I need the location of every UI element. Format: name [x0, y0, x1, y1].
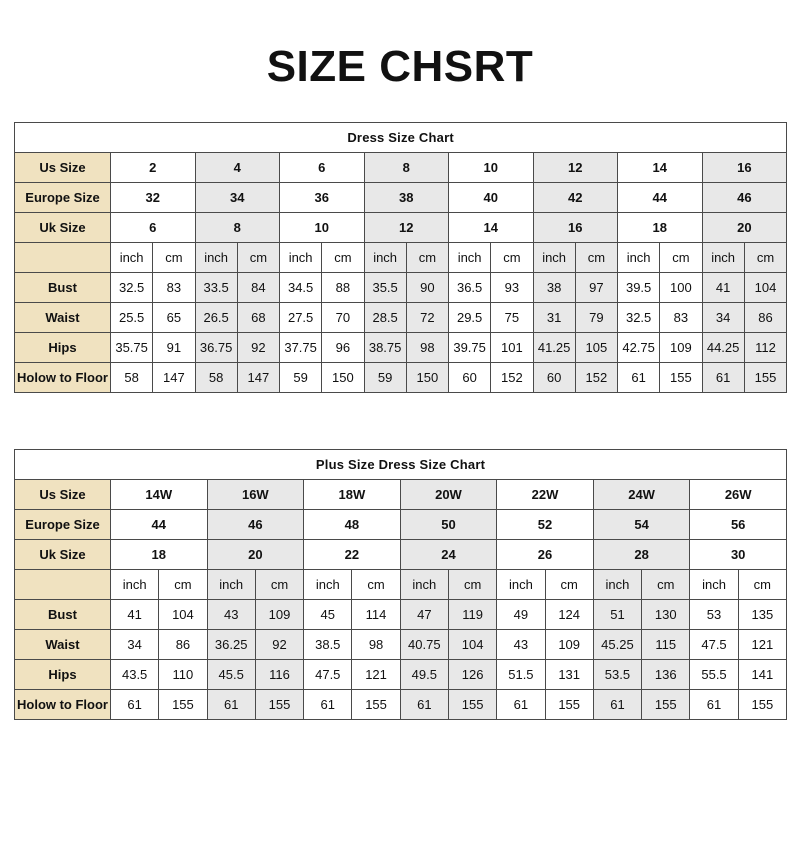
measurement-cell: 33.5: [195, 273, 237, 303]
measurement-cell: 34.5: [280, 273, 322, 303]
measurement-cell: 45: [304, 600, 352, 630]
measurement-cell: 91: [153, 333, 195, 363]
measurement-cell: 86: [744, 303, 786, 333]
unit-cell: inch: [449, 243, 491, 273]
size-value-cell: 14W: [111, 480, 208, 510]
measurement-cell: 75: [491, 303, 533, 333]
measurement-cell: 53.5: [593, 660, 641, 690]
measurement-cell: 59: [364, 363, 406, 393]
measurement-cell: 150: [406, 363, 448, 393]
size-chart-table: [14, 449, 787, 720]
size-value-cell: 42: [533, 183, 618, 213]
measurement-cell: 38: [533, 273, 575, 303]
size-value-cell: 20W: [400, 480, 497, 510]
measurement-cell: 121: [738, 630, 786, 660]
measurement-cell: 97: [575, 273, 617, 303]
size-value-cell: 18: [618, 213, 703, 243]
unit-cell: inch: [533, 243, 575, 273]
size-value-cell: 8: [364, 153, 449, 183]
measurement-cell: 155: [448, 690, 496, 720]
size-row: [15, 153, 787, 183]
size-value-cell: 6: [111, 213, 196, 243]
measurement-cell: 39.5: [618, 273, 660, 303]
measurement-row-label: Waist: [15, 303, 111, 333]
measurement-cell: 92: [237, 333, 279, 363]
measurement-cell: 38.75: [364, 333, 406, 363]
measurement-cell: 61: [111, 690, 159, 720]
measurement-cell: 61: [618, 363, 660, 393]
size-value-cell: 24: [400, 540, 497, 570]
size-value-cell: 34: [195, 183, 280, 213]
measurement-cell: 72: [406, 303, 448, 333]
measurement-cell: 121: [352, 660, 400, 690]
size-value-cell: 16: [702, 153, 787, 183]
measurement-cell: 61: [304, 690, 352, 720]
measurement-cell: 26.5: [195, 303, 237, 333]
measurement-cell: 36.5: [449, 273, 491, 303]
unit-cell: inch: [364, 243, 406, 273]
measurement-cell: 98: [352, 630, 400, 660]
chart-gap: [14, 393, 786, 449]
measurement-cell: 36.25: [207, 630, 255, 660]
measurement-row: [15, 630, 787, 660]
unit-cell: inch: [702, 243, 744, 273]
chart-caption: Dress Size Chart: [15, 123, 787, 153]
measurement-cell: 155: [738, 690, 786, 720]
unit-row-label: [15, 243, 111, 273]
measurement-cell: 104: [159, 600, 207, 630]
size-value-cell: 10: [280, 213, 365, 243]
measurement-cell: 152: [491, 363, 533, 393]
size-row: [15, 510, 787, 540]
measurement-cell: 43: [207, 600, 255, 630]
measurement-cell: 43.5: [111, 660, 159, 690]
measurement-row-label: Bust: [15, 600, 111, 630]
size-value-cell: 44: [111, 510, 208, 540]
size-row: [15, 213, 787, 243]
measurement-cell: 155: [642, 690, 690, 720]
measurement-row: [15, 690, 787, 720]
size-value-cell: 26: [497, 540, 594, 570]
unit-cell: inch: [304, 570, 352, 600]
unit-cell: cm: [491, 243, 533, 273]
measurement-cell: 150: [322, 363, 364, 393]
measurement-cell: 41: [702, 273, 744, 303]
measurement-cell: 70: [322, 303, 364, 333]
measurement-cell: 41: [111, 600, 159, 630]
size-chart-table: [14, 122, 787, 393]
measurement-cell: 135: [738, 600, 786, 630]
size-value-cell: 44: [618, 183, 703, 213]
measurement-cell: 43: [497, 630, 545, 660]
measurement-cell: 101: [491, 333, 533, 363]
measurement-row-label: Hips: [15, 660, 111, 690]
measurement-cell: 45.25: [593, 630, 641, 660]
size-value-cell: 14: [618, 153, 703, 183]
measurement-cell: 88: [322, 273, 364, 303]
size-value-cell: 16: [533, 213, 618, 243]
measurement-cell: 68: [237, 303, 279, 333]
measurement-cell: 131: [545, 660, 593, 690]
measurement-cell: 114: [352, 600, 400, 630]
measurement-cell: 49.5: [400, 660, 448, 690]
charts-container: [14, 122, 786, 720]
size-row-label: Uk Size: [15, 540, 111, 570]
measurement-cell: 155: [159, 690, 207, 720]
measurement-cell: 47.5: [304, 660, 352, 690]
measurement-row-label: Holow to Floor: [15, 690, 111, 720]
measurement-cell: 79: [575, 303, 617, 333]
measurement-cell: 112: [744, 333, 786, 363]
measurement-cell: 36.75: [195, 333, 237, 363]
size-value-cell: 10: [449, 153, 534, 183]
measurement-cell: 45.5: [207, 660, 255, 690]
unit-cell: cm: [738, 570, 786, 600]
measurement-cell: 119: [448, 600, 496, 630]
size-value-cell: 16W: [207, 480, 304, 510]
size-row-label: Europe Size: [15, 183, 111, 213]
size-value-cell: 4: [195, 153, 280, 183]
measurement-row: [15, 333, 787, 363]
unit-cell: cm: [159, 570, 207, 600]
measurement-row-label: Hips: [15, 333, 111, 363]
unit-cell: inch: [207, 570, 255, 600]
size-row: [15, 480, 787, 510]
measurement-cell: 109: [255, 600, 303, 630]
measurement-cell: 152: [575, 363, 617, 393]
measurement-cell: 155: [352, 690, 400, 720]
size-value-cell: 50: [400, 510, 497, 540]
unit-row: [15, 570, 787, 600]
size-value-cell: 36: [280, 183, 365, 213]
unit-cell: cm: [237, 243, 279, 273]
measurement-cell: 110: [159, 660, 207, 690]
measurement-cell: 60: [449, 363, 491, 393]
measurement-cell: 37.75: [280, 333, 322, 363]
unit-cell: cm: [406, 243, 448, 273]
measurement-cell: 47.5: [690, 630, 738, 660]
measurement-cell: 39.75: [449, 333, 491, 363]
measurement-cell: 98: [406, 333, 448, 363]
measurement-row: [15, 303, 787, 333]
size-value-cell: 26W: [690, 480, 787, 510]
unit-cell: cm: [255, 570, 303, 600]
size-value-cell: 52: [497, 510, 594, 540]
measurement-cell: 147: [153, 363, 195, 393]
unit-cell: cm: [744, 243, 786, 273]
measurement-cell: 51.5: [497, 660, 545, 690]
chart-caption: Plus Size Dress Size Chart: [15, 450, 787, 480]
measurement-cell: 34: [702, 303, 744, 333]
measurement-cell: 27.5: [280, 303, 322, 333]
measurement-cell: 51: [593, 600, 641, 630]
measurement-row-label: Waist: [15, 630, 111, 660]
size-value-cell: 22: [304, 540, 401, 570]
unit-cell: inch: [497, 570, 545, 600]
unit-cell: cm: [575, 243, 617, 273]
size-value-cell: 8: [195, 213, 280, 243]
measurement-cell: 126: [448, 660, 496, 690]
measurement-cell: 84: [237, 273, 279, 303]
measurement-cell: 100: [660, 273, 702, 303]
unit-cell: inch: [400, 570, 448, 600]
chart-caption-row: [15, 123, 787, 153]
measurement-cell: 32.5: [618, 303, 660, 333]
measurement-cell: 115: [642, 630, 690, 660]
size-row-label: Uk Size: [15, 213, 111, 243]
measurement-cell: 58: [195, 363, 237, 393]
measurement-cell: 109: [545, 630, 593, 660]
measurement-row: [15, 600, 787, 630]
measurement-cell: 61: [593, 690, 641, 720]
unit-cell: inch: [593, 570, 641, 600]
size-value-cell: 12: [533, 153, 618, 183]
measurement-cell: 61: [497, 690, 545, 720]
size-value-cell: 28: [593, 540, 690, 570]
measurement-cell: 35.5: [364, 273, 406, 303]
unit-cell: cm: [322, 243, 364, 273]
size-row-label: Us Size: [15, 480, 111, 510]
size-row: [15, 540, 787, 570]
unit-row: [15, 243, 787, 273]
measurement-cell: 29.5: [449, 303, 491, 333]
measurement-cell: 60: [533, 363, 575, 393]
size-value-cell: 24W: [593, 480, 690, 510]
measurement-cell: 31: [533, 303, 575, 333]
measurement-cell: 53: [690, 600, 738, 630]
size-value-cell: 48: [304, 510, 401, 540]
measurement-cell: 104: [448, 630, 496, 660]
size-value-cell: 22W: [497, 480, 594, 510]
size-value-cell: 18W: [304, 480, 401, 510]
measurement-cell: 41.25: [533, 333, 575, 363]
measurement-cell: 130: [642, 600, 690, 630]
chart-caption-row: [15, 450, 787, 480]
measurement-cell: 61: [207, 690, 255, 720]
size-row-label: Europe Size: [15, 510, 111, 540]
unit-cell: cm: [660, 243, 702, 273]
unit-cell: inch: [690, 570, 738, 600]
size-value-cell: 56: [690, 510, 787, 540]
unit-cell: cm: [352, 570, 400, 600]
unit-cell: cm: [153, 243, 195, 273]
size-value-cell: 14: [449, 213, 534, 243]
measurement-cell: 25.5: [111, 303, 153, 333]
measurement-cell: 83: [153, 273, 195, 303]
measurement-row: [15, 273, 787, 303]
measurement-cell: 40.75: [400, 630, 448, 660]
measurement-cell: 55.5: [690, 660, 738, 690]
measurement-cell: 109: [660, 333, 702, 363]
measurement-cell: 136: [642, 660, 690, 690]
page-title: SIZE CHSRT: [266, 42, 534, 91]
size-row: [15, 183, 787, 213]
measurement-cell: 93: [491, 273, 533, 303]
measurement-cell: 47: [400, 600, 448, 630]
measurement-cell: 83: [660, 303, 702, 333]
measurement-cell: 61: [400, 690, 448, 720]
unit-cell: inch: [111, 243, 153, 273]
measurement-cell: 96: [322, 333, 364, 363]
measurement-row-label: Bust: [15, 273, 111, 303]
size-value-cell: 46: [207, 510, 304, 540]
unit-row-label: [15, 570, 111, 600]
measurement-cell: 155: [660, 363, 702, 393]
size-value-cell: 18: [111, 540, 208, 570]
measurement-cell: 44.25: [702, 333, 744, 363]
measurement-cell: 59: [280, 363, 322, 393]
measurement-cell: 42.75: [618, 333, 660, 363]
unit-cell: inch: [195, 243, 237, 273]
measurement-cell: 90: [406, 273, 448, 303]
measurement-cell: 61: [702, 363, 744, 393]
measurement-cell: 61: [690, 690, 738, 720]
unit-cell: cm: [642, 570, 690, 600]
measurement-cell: 32.5: [111, 273, 153, 303]
measurement-cell: 38.5: [304, 630, 352, 660]
measurement-row: [15, 660, 787, 690]
measurement-cell: 86: [159, 630, 207, 660]
size-value-cell: 46: [702, 183, 787, 213]
measurement-row-label: Holow to Floor: [15, 363, 111, 393]
measurement-cell: 92: [255, 630, 303, 660]
size-value-cell: 30: [690, 540, 787, 570]
unit-cell: inch: [618, 243, 660, 273]
size-chart-page: [0, 42, 800, 842]
measurement-cell: 155: [255, 690, 303, 720]
measurement-cell: 155: [744, 363, 786, 393]
unit-cell: cm: [545, 570, 593, 600]
size-value-cell: 40: [449, 183, 534, 213]
measurement-cell: 65: [153, 303, 195, 333]
unit-cell: inch: [111, 570, 159, 600]
size-row-label: Us Size: [15, 153, 111, 183]
size-value-cell: 20: [207, 540, 304, 570]
measurement-cell: 155: [545, 690, 593, 720]
size-value-cell: 32: [111, 183, 196, 213]
measurement-cell: 49: [497, 600, 545, 630]
measurement-row: [15, 363, 787, 393]
measurement-cell: 116: [255, 660, 303, 690]
size-value-cell: 2: [111, 153, 196, 183]
measurement-cell: 34: [111, 630, 159, 660]
measurement-cell: 141: [738, 660, 786, 690]
measurement-cell: 104: [744, 273, 786, 303]
size-value-cell: 54: [593, 510, 690, 540]
size-value-cell: 6: [280, 153, 365, 183]
size-value-cell: 38: [364, 183, 449, 213]
size-value-cell: 12: [364, 213, 449, 243]
measurement-cell: 28.5: [364, 303, 406, 333]
size-value-cell: 20: [702, 213, 787, 243]
measurement-cell: 124: [545, 600, 593, 630]
measurement-cell: 58: [111, 363, 153, 393]
measurement-cell: 147: [237, 363, 279, 393]
measurement-cell: 105: [575, 333, 617, 363]
measurement-cell: 35.75: [111, 333, 153, 363]
unit-cell: cm: [448, 570, 496, 600]
unit-cell: inch: [280, 243, 322, 273]
